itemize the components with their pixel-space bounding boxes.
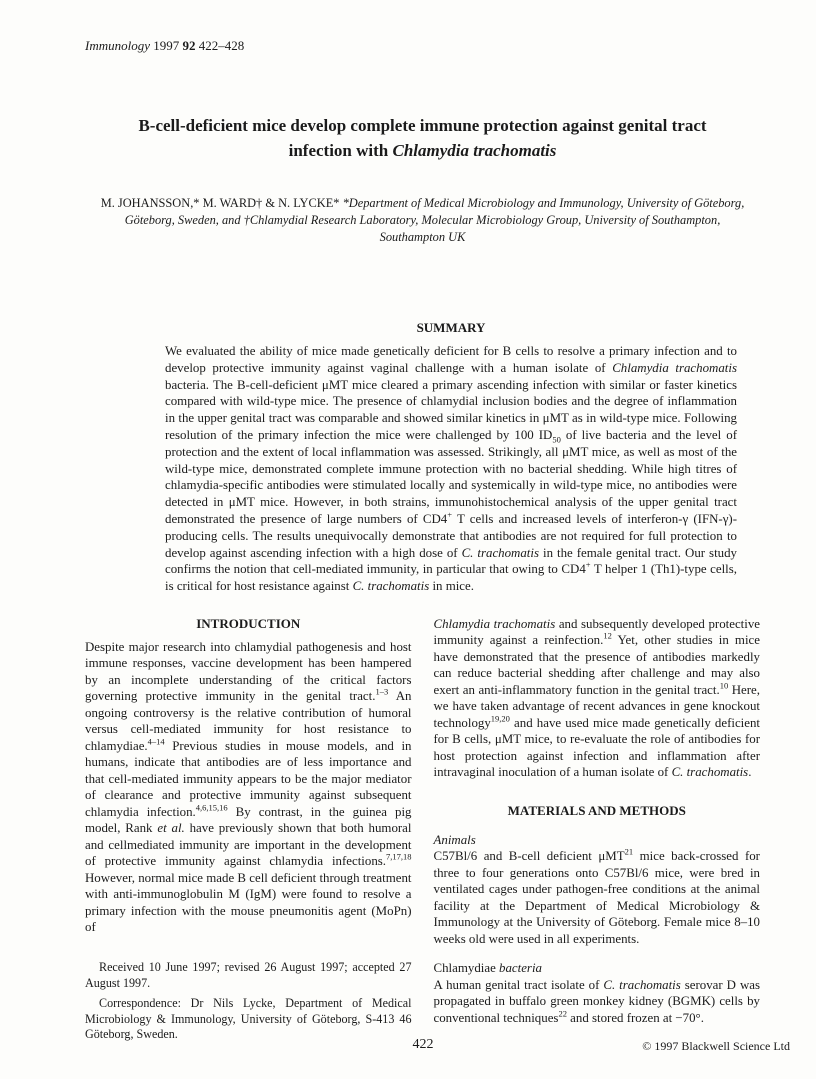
copyright-notice: © 1997 Blackwell Science Ltd	[642, 1039, 790, 1053]
introduction-heading: INTRODUCTION	[196, 615, 301, 631]
summary-heading: SUMMARY	[416, 320, 486, 335]
correspondence-note: Correspondence: Dr Nils Lycke, Department of Medical Microbiology & Immunology, University of Göteborg, S-413 46 Göteborg, Sweden.	[85, 996, 412, 1042]
chlamydiae-bacteria-paragraph: A human genital tract isolate of C. trachomatis serovar D was propagated in buffalo green monkey kidney (BGMK) cells by conventional techniques$^{22}$ and stored frozen at −70°.	[433, 977, 760, 1025]
summary-body: We evaluated the ability of mice made genetically deficient for B cells to resolve a primary infection and to develop protective immunity against vaginal challenge with a human isolate of Chlamydia trachomatis bacteria. The B-cell-deficient μMT mice cleared a primary ascending infection with similar or faster kinetics compared with wild-type mice. The presence of chlamydial inclusion bodies and the degree of inflammation in the upper genital tract was comparable and showed similar kinetics in μMT as in wild-type mice. Following resolution of the primary infection the mice were challenged by 100 $ID_{50}$ of live bacteria and the level of protection and the extent of local inflammation was assessed. Strikingly, all μMT mice, as well as most of the wild-type mice, demonstrated complete immune protection with no bacterial shedding. While high titres of chlamydia-specific antibodies were stimulated locally and systemically in wild-type mice, no antibodies were detected in μMT mice. However, in both strains, immunohistochemical analysis of the upper genital tract demonstrated the presence of large numbers of CD4+ T cells and increased levels of interferon-γ (IFN-γ)-producing cells. The results unequivocally demonstrate that antibodies are not required for full protection to develop against ascending infection with a high dose of C. trachomatis in the female genital tract. Our study confirms the notion that cell-mediated immunity, in particular that owing to CD4+ T helper 1 (Th1)-type cells, is critical for host resistance against C. trachomatis in mice.	[165, 344, 737, 594]
left-column	[85, 616, 412, 1048]
chlamydiae-bacteria-subheading: Chlamydiae bacteria	[433, 961, 542, 976]
materials-and-methods-heading: MATERIALS AND METHODS	[507, 802, 686, 818]
journal-citation: Immunology 1997 92 422–428	[85, 38, 245, 53]
animals-paragraph: C57Bl/6 and B-cell deficient μMT$^{21}$ mice back-crossed for three to four generations onto C57Bl/6 mice, were bred in ventilated cages under pathogen-free conditions at the animal facility at the Department of Medical Microbiology & Immunology at the University of Göteborg. Female mice 8–10 weeks old were used in all experiments.	[433, 847, 760, 946]
page-footer	[85, 1037, 790, 1055]
article-title	[85, 113, 760, 163]
article-title-line-1: B-cell-deficient mice develop complete immune protection against genital tract	[138, 116, 707, 135]
right-column	[434, 616, 761, 1048]
received-note: Received 10 June 1997; revised 26 August 1997; accepted 27 August 1997.	[85, 959, 412, 990]
authors-affiliations	[85, 195, 760, 246]
authors-line-2: Göteborg, Sweden, and †Chlamydial Research Laboratory, Molecular Microbiology Group, University of Southampton,	[124, 213, 721, 227]
footnotes	[85, 960, 412, 1043]
authors-line-3: Southampton UK	[379, 230, 466, 244]
authors-line-1: M. JOHANSSON,* M. WARD† & N. LYCKE* *Department of Medical Microbiology and Immunology, University of Göteborg,	[100, 196, 745, 210]
page-number: 422	[412, 1037, 434, 1052]
introduction-continuation-paragraph: Chlamydia trachomatis and subsequently developed protective immunity against a reinfection.$^{12}$ Yet, other studies in mice have demonstrated that the presence of antibodies markedly can reduce bacterial shedding after challenge and may also exert an anti-inflammatory function in the genital tract.$^{10}$ Here, we have taken advantage of recent advances in gene knockout technology$^{19,20}$ and have used mice made genetically deficient for B cells, μMT mice, to re-evaluate the role of antibodies for host protection against infection and inflammation after intravaginal inoculation of a human isolate of C. trachomatis.	[433, 616, 760, 780]
two-column-body	[85, 616, 760, 1048]
article-title-line-2: infection with Chlamydia trachomatis	[288, 141, 557, 160]
summary-section	[165, 320, 737, 595]
animals-subheading: Animals	[433, 832, 476, 847]
introduction-paragraph: Despite major research into chlamydial pathogenesis and host immune responses, vaccine development has been hampered by an incomplete understanding of the critical factors governing protective immunity in the genital tract.$^{1-3}$ An ongoing controversy is the relative contribution of humoral versus cell-mediated immunity for host resistance to chlamydiae.$^{4-14}$ Previous studies in mouse models, and in humans, indicate that antibodies are of less importance and that cell-mediated immunity appears to be the major mediator of clearance and protective immunity against subsequent chlamydia infection.$^{4,6,15,16}$ By contrast, in the guinea pig model, Rank et al. have previously shown that both humoral and cellmediated immunity are important in the development of protective immunity against chlamydia infections.$^{7,17,18}$ However, normal mice made B cell deficient through treatment with anti-immunoglobulin M (IgM) were found to resolve a primary infection with the mouse pneumonitis agent (MoPn) of	[85, 639, 412, 935]
